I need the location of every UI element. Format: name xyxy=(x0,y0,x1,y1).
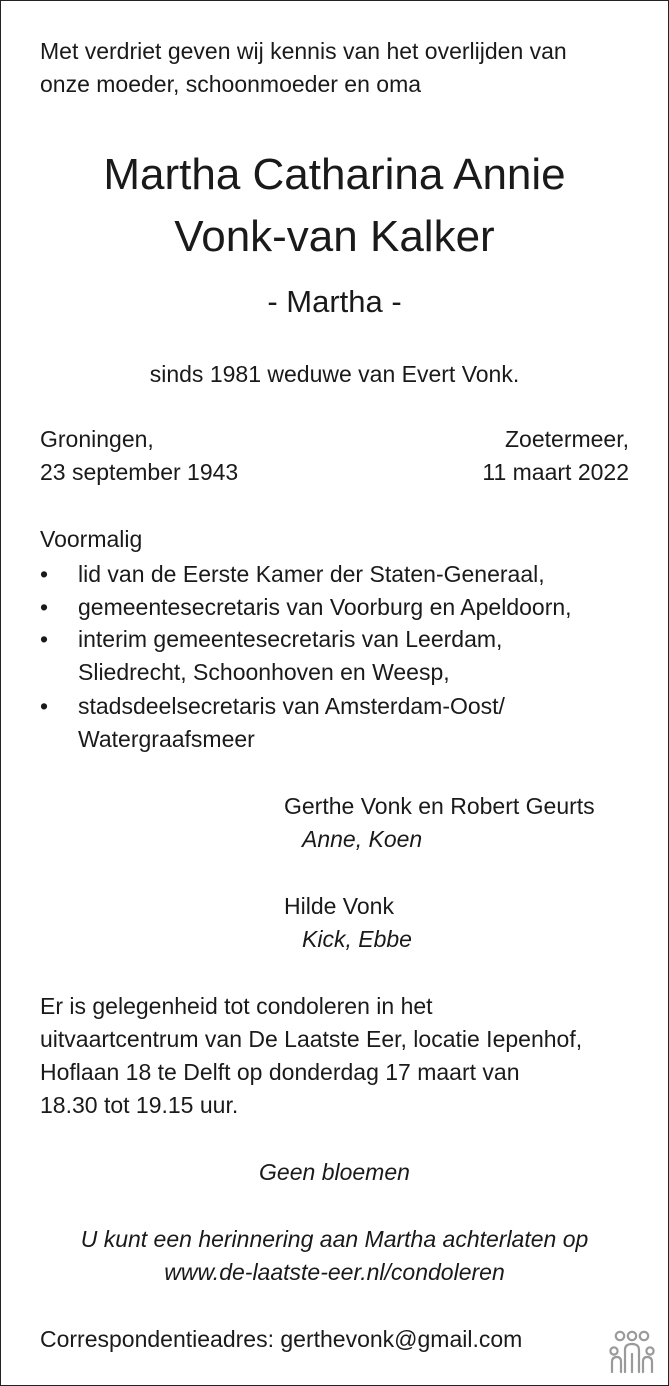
career-item-3-line-2: Sliedrecht, Schoonhoven en Weesp, xyxy=(78,659,450,685)
family-people-icon xyxy=(606,1330,658,1374)
career-heading: Voormalig xyxy=(40,526,143,552)
career-item-2: gemeentesecretaris van Voorburg en Apeldoorn, xyxy=(78,594,572,620)
birth-place: Groningen, xyxy=(40,426,154,452)
intro-line-1: Met verdriet geven wij kennis van het overlijden van xyxy=(40,38,567,64)
family-2-names: Hilde Vonk xyxy=(284,893,394,919)
career-item-4-line-2: Watergraafsmeer xyxy=(78,726,255,752)
deceased-name-line-2: Vonk-van Kalker xyxy=(174,212,495,261)
birth-date: 23 september 1943 xyxy=(40,459,239,485)
condolence-line-3: Hoflaan 18 te Delft op donderdag 17 maart van xyxy=(40,1059,520,1085)
bullet-1: • xyxy=(40,561,49,587)
intro-line-2: onze moeder, schoonmoeder en oma xyxy=(40,71,422,97)
bullet-2: • xyxy=(40,594,49,620)
career-item-1: lid van de Eerste Kamer der Staten-Generaal, xyxy=(78,561,545,587)
correspondence-address: Correspondentieadres: gerthevonk@gmail.com xyxy=(40,1326,523,1352)
career-item-3-line-1: interim gemeentesecretaris van Leerdam, xyxy=(78,626,503,652)
memory-url: www.de-laatste-eer.nl/condoleren xyxy=(164,1259,505,1285)
deceased-name-line-1: Martha Catharina Annie xyxy=(103,150,566,199)
family-1-names: Gerthe Vonk en Robert Geurts xyxy=(284,793,595,819)
deceased-nickname: - Martha - xyxy=(267,284,402,319)
condolence-line-4: 18.30 tot 19.15 uur. xyxy=(40,1092,239,1118)
no-flowers-note: Geen bloemen xyxy=(259,1159,410,1185)
family-2-children: Kick, Ebbe xyxy=(302,926,412,952)
widow-note: sinds 1981 weduwe van Evert Vonk. xyxy=(149,361,520,387)
condolence-line-1: Er is gelegenheid tot condoleren in het xyxy=(40,993,433,1019)
bullet-4: • xyxy=(40,693,49,719)
death-date: 11 maart 2022 xyxy=(482,459,629,485)
bullet-3: • xyxy=(40,626,49,652)
family-1-children: Anne, Koen xyxy=(302,826,423,852)
memory-line-1: U kunt een herinnering aan Martha achterlaten op xyxy=(80,1226,589,1252)
death-place: Zoetermeer, xyxy=(505,426,629,452)
condolence-line-2: uitvaartcentrum van De Laatste Eer, locatie Iepenhof, xyxy=(40,1026,583,1052)
career-item-4-line-1: stadsdeelsecretaris van Amsterdam-Oost/ xyxy=(78,693,505,719)
